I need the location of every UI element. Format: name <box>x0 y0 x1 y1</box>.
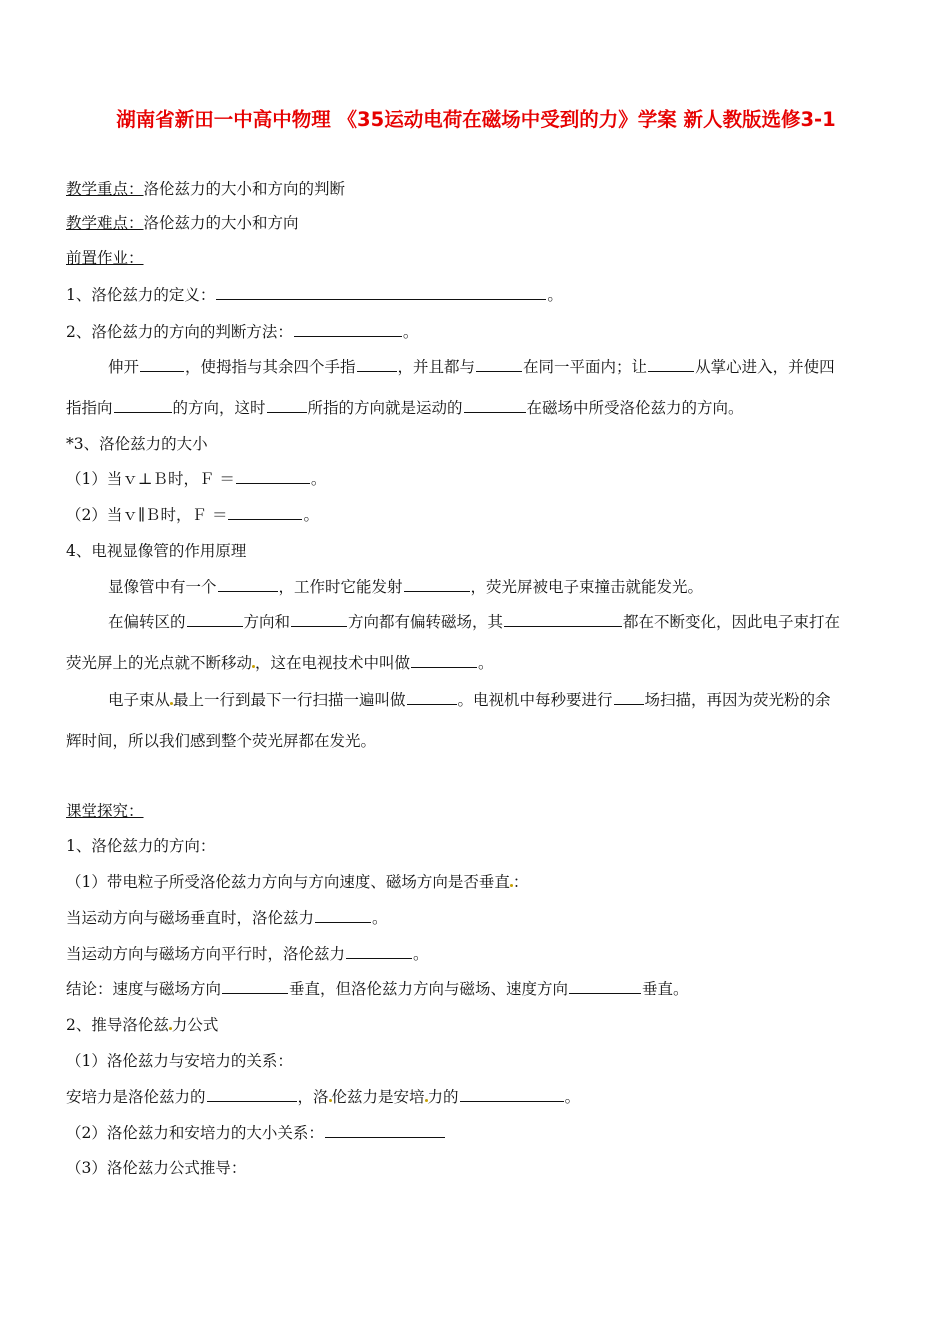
text-segment: 伸开 <box>108 358 140 376</box>
answer-blank[interactable] <box>222 979 288 994</box>
question-4-line-3 <box>66 652 494 674</box>
explore-1-1 <box>66 871 528 893</box>
answer-blank[interactable] <box>114 398 172 413</box>
text-segment: 。 <box>478 654 494 672</box>
answer-blank[interactable] <box>236 469 310 484</box>
explore-2-1a <box>66 1086 580 1108</box>
explore-2-1: （1）洛伦兹力与安培力的关系： <box>66 1052 293 1070</box>
answer-blank[interactable] <box>648 357 694 372</box>
text-segment: 方向和 <box>243 613 291 631</box>
text-segment: ，洛 <box>297 1088 329 1106</box>
key-point-line <box>66 178 345 200</box>
answer-blank[interactable] <box>187 612 243 627</box>
text-segment: ，工作时它能发射 <box>278 578 403 596</box>
text-segment: 当运动方向与磁场方向平行时，洛伦兹力 <box>66 945 346 963</box>
text-segment: 垂直，但洛伦兹力方向与磁场、速度方向 <box>289 980 569 998</box>
text-segment: 。 <box>372 909 388 927</box>
text-segment: 所指的方向就是运动的 <box>307 399 463 417</box>
text-segment: （1）当ｖ⊥Ｂ时，Ｆ ＝ <box>66 470 235 488</box>
document-title: 湖南省新田一中高中物理 《35运动电荷在磁场中受到的力》学案 新人教版选修3-1 <box>116 108 836 131</box>
text-segment: 指指向 <box>66 399 113 417</box>
answer-blank[interactable] <box>291 612 347 627</box>
answer-blank[interactable] <box>325 1123 445 1138</box>
text-segment: （1）带电粒子所受洛伦兹力方向与方向速度、磁场方向是否垂直 <box>66 873 510 891</box>
text-segment: 从掌心进入，并使四 <box>695 358 835 376</box>
question-3-2 <box>66 504 319 526</box>
answer-blank[interactable] <box>357 357 397 372</box>
text-segment: ，荧光屏被电子束撞击就能发光。 <box>470 578 704 596</box>
answer-blank[interactable] <box>216 285 546 300</box>
answer-blank[interactable] <box>404 577 470 592</box>
text-segment: 。 <box>564 1088 581 1106</box>
text-segment: （2）洛伦兹力和安培力的大小关系： <box>66 1124 324 1142</box>
question-2 <box>66 321 418 343</box>
text-segment: ，这在电视技术中叫做 <box>255 654 411 672</box>
text-segment: ，使拇指与其余四个手指 <box>185 358 356 376</box>
text-segment: 当运动方向与磁场垂直时，洛伦兹力 <box>66 909 315 927</box>
text-segment: 方向都有偏转磁场，其 <box>348 613 504 631</box>
answer-blank[interactable] <box>411 653 477 668</box>
text-segment: 的方向，这时 <box>172 399 266 417</box>
key-point-text: 洛伦兹力的大小和方向的判断 <box>143 180 346 198</box>
explore-2-3: （3）洛伦兹力公式推导： <box>66 1159 247 1177</box>
text-segment: 。 <box>303 506 319 524</box>
text-segment: 场扫描，再因为荧光粉的余 <box>644 691 831 709</box>
question-1-text: 1、洛伦兹力的定义： <box>66 286 216 304</box>
question-1 <box>66 284 563 306</box>
text-segment: 最上一行到最下一行扫描一遍叫做 <box>173 691 406 709</box>
answer-blank[interactable] <box>407 690 457 705</box>
text-segment: 结论：速度与磁场方向 <box>66 980 222 998</box>
question-4-line-4 <box>108 689 831 711</box>
text-segment: 在偏转区的 <box>108 613 186 631</box>
answer-blank[interactable] <box>294 322 402 337</box>
question-2-line-1 <box>108 356 835 378</box>
text-segment: 。 <box>413 945 429 963</box>
question-4-line-5: 辉时间，所以我们感到整个荧光屏都在发光。 <box>66 732 377 750</box>
explore-1: 1、洛伦兹力的方向： <box>66 837 216 855</box>
question-4-line-2 <box>108 611 840 633</box>
text-segment: 安培力是洛伦兹力的 <box>66 1088 206 1106</box>
answer-blank[interactable] <box>218 577 278 592</box>
text-segment: ，并且都与 <box>397 358 476 376</box>
answer-blank[interactable] <box>315 908 371 923</box>
answer-blank[interactable] <box>207 1087 297 1102</box>
text-segment: 在同一平面内；让 <box>523 358 648 376</box>
text-segment: 垂直。 <box>642 980 689 998</box>
difficulty-text: 洛伦兹力的大小和方向 <box>143 214 299 232</box>
pre-homework-heading: 前置作业： <box>66 249 144 267</box>
answer-blank[interactable] <box>464 398 526 413</box>
text-segment: 。 <box>310 470 327 488</box>
question-2-text: 2、洛伦兹力的方向的判断方法： <box>66 323 293 341</box>
text-segment: 荧光屏上的光点就不断移动 <box>66 654 253 672</box>
text-segment: 2、推导洛伦兹 <box>66 1016 169 1034</box>
text-segment: 都在不断变化，因此电子束打在 <box>623 613 841 631</box>
answer-blank[interactable] <box>140 357 184 372</box>
question-4-line-1 <box>108 576 703 598</box>
question-3: *3、洛伦兹力的大小 <box>66 435 208 453</box>
question-2-line-2 <box>66 397 744 419</box>
explore-1-a <box>66 907 388 929</box>
answer-blank[interactable] <box>476 357 522 372</box>
text-segment: （2）当ｖ∥Ｂ时，Ｆ ＝ <box>66 506 228 524</box>
text-segment: 力公式 <box>171 1016 219 1034</box>
question-1-end: 。 <box>547 286 563 304</box>
explore-1-conclusion <box>66 978 689 1000</box>
explore-1-b <box>66 943 429 965</box>
question-3-1 <box>66 468 326 490</box>
text-segment: ： <box>512 873 529 891</box>
answer-blank[interactable] <box>504 612 622 627</box>
answer-blank[interactable] <box>614 690 644 705</box>
answer-blank[interactable] <box>267 398 307 413</box>
question-4: 4、电视显像管的作用原理 <box>66 542 247 560</box>
answer-blank[interactable] <box>228 505 302 520</box>
question-2-end: 。 <box>402 323 419 341</box>
explore-2 <box>66 1014 218 1036</box>
text-segment: 伦兹力是安培 <box>331 1088 425 1106</box>
answer-blank[interactable] <box>460 1087 564 1102</box>
text-segment: 在磁场中所受洛伦兹力的方向。 <box>526 399 744 417</box>
key-point-label: 教学重点： <box>66 180 144 198</box>
text-segment: 。电视机中每秒要进行 <box>457 691 613 709</box>
text-segment: 力的 <box>427 1088 459 1106</box>
difficulty-label: 教学难点： <box>66 214 144 232</box>
answer-blank[interactable] <box>569 979 641 994</box>
text-segment: 显像管中有一个 <box>108 578 217 596</box>
class-explore-heading: 课堂探究： <box>66 802 144 820</box>
explore-2-2 <box>66 1122 446 1144</box>
answer-blank[interactable] <box>346 944 412 959</box>
difficulty-line <box>66 212 299 234</box>
text-segment: 电子束从 <box>108 691 171 709</box>
